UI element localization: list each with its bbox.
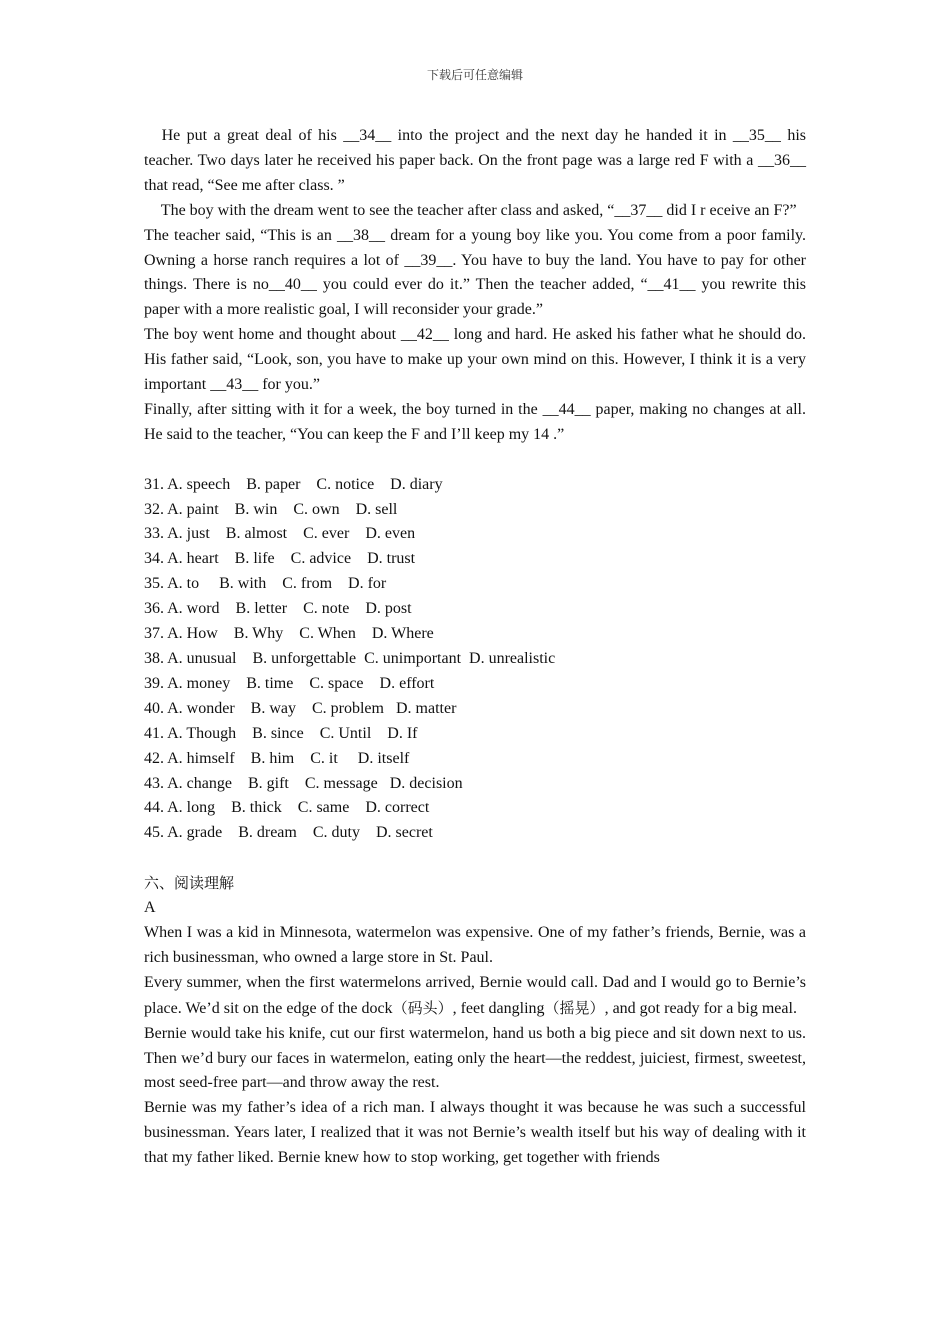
option-line-34: 34. A. heart B. life C. advice D. trust bbox=[144, 550, 416, 568]
spacer bbox=[144, 846, 806, 871]
cloze-paragraph-5: Finally, after sitting with it for a week, the boy turned in the __44__ paper, making no changes at all. He said to the teacher, “You can keep the F and I’ll keep my 14 .” bbox=[144, 400, 806, 443]
cloze-paragraph-4: The boy went home and thought about __42__ long and hard. He asked his father what he should do. His father said, “Look, son, you have to make up your own mind on this. However, I think it is a very important __43__ for you.” bbox=[144, 326, 806, 394]
gloss-dangling: （摇晃） bbox=[544, 998, 605, 1017]
option-line-35: 35. A. to B. with C. from D. for bbox=[144, 575, 387, 593]
option-line-32: 32. A. paint B. win C. own D. sell bbox=[144, 500, 398, 518]
option-line-43: 43. A. change B. gift C. message D. decision bbox=[144, 774, 463, 792]
reading-paragraph-2 bbox=[144, 971, 806, 1022]
option-line-45: 45. A. grade B. dream C. duty D. secret bbox=[144, 824, 433, 842]
document-body bbox=[144, 124, 806, 1171]
option-line-36: 36. A. word B. letter C. note D. post bbox=[144, 600, 412, 618]
section-part-label: A bbox=[144, 899, 156, 917]
option-line-40: 40. A. wonder B. way C. problem D. matter bbox=[144, 699, 457, 717]
option-line-33: 33. A. just B. almost C. ever D. even bbox=[144, 525, 416, 543]
page-header-note: 下载后可任意编辑 bbox=[426, 68, 523, 82]
option-line-37: 37. A. How B. Why C. When D. Where bbox=[144, 625, 434, 643]
cloze-paragraph-2: The boy with the dream went to see the teacher after class and asked, “__37__ did I r eceive an F?” bbox=[160, 201, 797, 219]
reading-paragraph-4: Bernie was my father’s idea of a rich man. I always thought it was because he was such a successful businessman. Years later, I realized that it was not Bernie’s wealth itself but his way of dealing with it that my father liked. Bernie knew how to stop working, get together with friends bbox=[144, 1099, 806, 1167]
options-list bbox=[144, 473, 806, 847]
option-line-31: 31. A. speech B. paper C. notice D. diary bbox=[144, 475, 443, 493]
option-line-39: 39. A. money B. time C. space D. effort bbox=[144, 674, 435, 692]
cloze-paragraph-3: The teacher said, “This is an __38__ dream for a young boy like you. You come from a poor family. Owning a horse ranch requires a lot of __39__. You have to buy the land. You have to pay for other things. There is no__40__ you could ever do it.” Then the teacher added, “__41__ you rewrite this paper with a more realistic goal, I will reconsider your grade.” bbox=[144, 226, 806, 319]
reading-paragraph-3: Bernie would take his knife, cut our first watermelon, hand us both a big piece and sit down next to us. Then we’d bury our faces in watermelon, eating only the heart—the reddest, juiciest, firmest, sweetest, most seed-free part—and throw away the rest. bbox=[144, 1024, 806, 1092]
option-line-38: 38. A. unusual B. unforgettable C. unimportant D. unrealistic bbox=[144, 650, 556, 668]
option-line-41: 41. A. Though B. since C. Until D. If bbox=[144, 724, 418, 742]
spacer bbox=[144, 448, 806, 473]
reading-paragraph-1: When I was a kid in Minnesota, watermelon was expensive. One of my father’s friends, Bernie, was a rich businessman, who owned a large store in St. Paul. bbox=[144, 923, 806, 966]
gloss-dock: （码头） bbox=[392, 998, 453, 1017]
section-title: 六、阅读理解 bbox=[144, 874, 235, 893]
reading-paragraph-2-part-b: , feet dangling bbox=[452, 999, 545, 1017]
option-line-42: 42. A. himself B. him C. it D. itself bbox=[144, 749, 410, 767]
reading-paragraph-2-part-a: Every summer, when the first watermelons arrived, Bernie would call. Dad and I would go to Bernie’s place. We’d sit on the edge of the dock bbox=[144, 973, 806, 1017]
cloze-paragraph-1: He put a great deal of his __34__ into the project and the next day he handed it in __35__ his teacher. Two days later he received his paper back. On the front page was a large red F with a __36__ that read, “See me after class. ” bbox=[144, 127, 806, 194]
option-line-44: 44. A. long B. thick C. same D. correct bbox=[144, 799, 430, 817]
reading-paragraph-2-part-c: , and got ready for a big meal. bbox=[604, 999, 797, 1017]
